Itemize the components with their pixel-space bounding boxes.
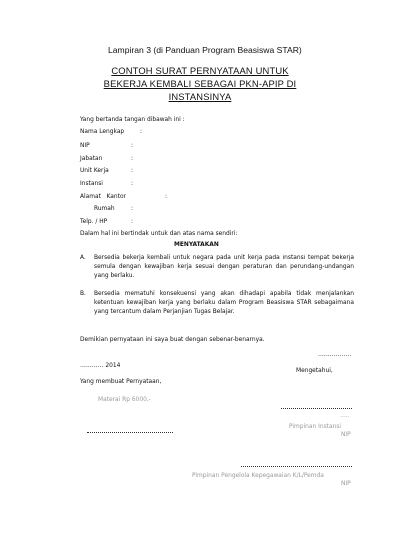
agency-head-nip: NIP — [341, 432, 351, 438]
field-label-office-address: Alamat Kantor — [80, 194, 126, 200]
field-colon: : — [131, 219, 133, 225]
field-label-phone: Telp. / HP — [80, 219, 108, 225]
field-label-position: Jabatan — [80, 156, 103, 162]
date-line: ………… 2014 — [80, 363, 121, 369]
statement-item-b: Bersedia mematuhi konsekuensi yang akan dihadapi apabila tidak menjalankan ketentuan kewajiban kerja yang berlaku dalam Program Beasiswa STAR sebagaimana yang tercantum dalam Perjanjian Tugas Belajar. — [94, 291, 354, 315]
field-colon: : — [131, 168, 133, 174]
document-title-line-3: INSTANSINYA — [168, 91, 232, 102]
item-letter-b: B. — [80, 291, 86, 297]
hr-head-title: Pimpinan Pengelola Kepegawaian K/L/Pemda — [192, 473, 324, 479]
acknowledged-label: Mengetahui, — [296, 368, 333, 374]
signature-line-signer — [87, 432, 173, 433]
item-letter-a: A. — [80, 255, 86, 261]
short-dots: ….. — [340, 413, 350, 419]
field-label-name: Nama Lengkap — [80, 129, 125, 135]
field-colon: : — [165, 194, 167, 200]
statement-item-a: Bersedia bekerja kembali untuk negara pada unit kerja pada instansi tempat bekerja semula dengan kewajiban kerja sesuai dengan peraturan dan perundang-undangan yang berlaku. — [94, 255, 354, 279]
field-label-home: Rumah — [94, 206, 115, 212]
on-behalf-text: Dalam hal ini bertindak untuk dan atas nama sendiri: — [80, 231, 238, 237]
field-colon: : — [131, 156, 133, 162]
field-colon: : — [131, 143, 133, 149]
agency-head-title: Pimpinan Instansi — [289, 424, 342, 430]
field-label-nip: NIP — [80, 143, 90, 149]
intro-text: Yang bertanda tangan dibawah ini : — [80, 117, 185, 123]
field-colon: : — [140, 129, 142, 135]
field-colon: : — [131, 206, 133, 212]
field-colon: : — [131, 181, 133, 187]
closing-text: Demikian pernyataan ini saya buat dengan sebenar-benarnya. — [80, 337, 265, 343]
field-label-work-unit: Unit Kerja — [80, 168, 109, 174]
document-title-line-2: BEKERJA KEMBALI SEBAGAI PKN-APIP DI — [103, 78, 297, 89]
stamp-duty-text: Materai Rp 6000,- — [98, 397, 151, 403]
signer-label: Yang membuat Pernyataan, — [80, 379, 162, 385]
attachment-header: Lampiran 3 (di Panduan Program Beasiswa STAR) — [108, 45, 302, 55]
signature-line-hr-head — [241, 466, 352, 467]
hr-head-nip: NIP — [341, 481, 351, 487]
statement-heading: MENYATAKAN — [174, 242, 219, 248]
place-blank: …………….. — [318, 352, 352, 358]
signature-line-agency-head — [281, 408, 352, 409]
document-title-line-1: CONTOH SURAT PERNYATAAN UNTUK — [111, 65, 289, 76]
field-label-agency: Instansi — [80, 181, 103, 187]
